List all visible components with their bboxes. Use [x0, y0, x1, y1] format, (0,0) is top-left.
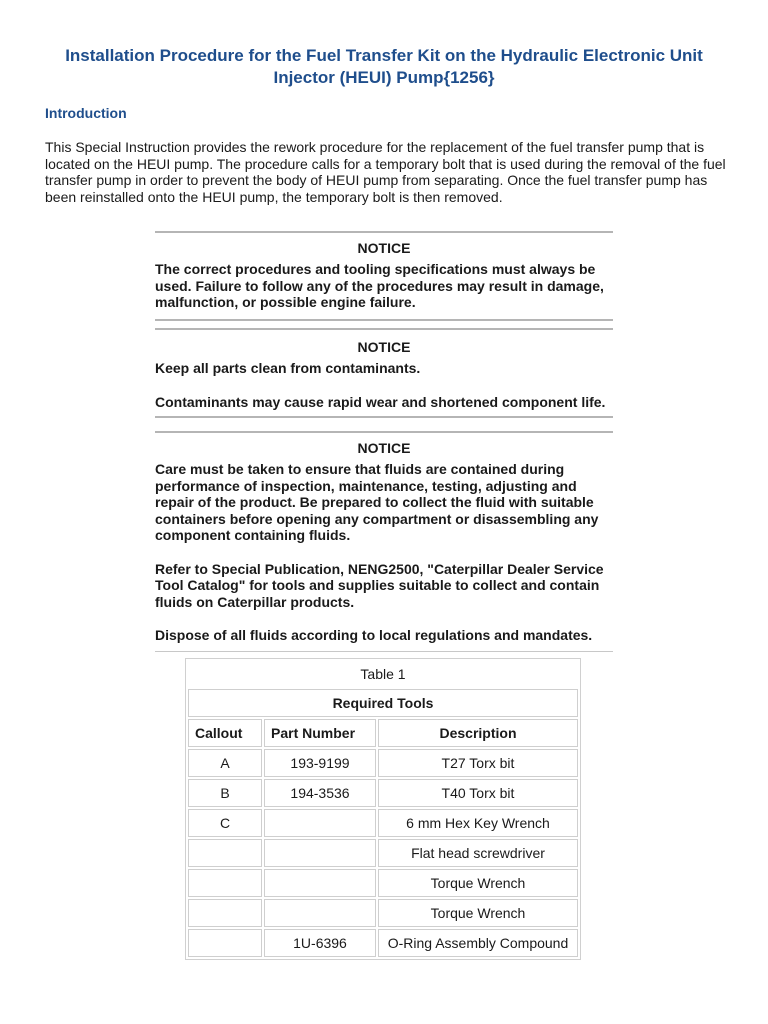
- table-row: [188, 929, 578, 957]
- callout-cell: C: [188, 809, 262, 837]
- part-number-cell: 1U-6396: [264, 929, 376, 957]
- description-cell: T40 Torx bit: [378, 779, 578, 807]
- description-cell: Torque Wrench: [378, 899, 578, 927]
- notice-box-2: [155, 328, 613, 418]
- notice-title: NOTICE: [357, 440, 411, 456]
- intro-paragraph: This Special Instruction provides the rework procedure for the replacement of the fuel transfer pump that is located on the HEUI pump. The procedure calls for a temporary bolt that is used during the removal of the fuel transfer pump in order to prevent the body of HEUI pump from separating. Once the fuel transfer pump has been reinstalled onto the HEUI pump, the temporary bolt is then removed.: [45, 139, 726, 205]
- callout-cell: [188, 869, 262, 897]
- table-caption-row: [188, 661, 578, 687]
- callout-cell: B: [188, 779, 262, 807]
- divider: [155, 231, 613, 233]
- callout-cell: [188, 839, 262, 867]
- description-cell: O-Ring Assembly Compound: [378, 929, 578, 957]
- notice-title: NOTICE: [357, 240, 411, 256]
- notice-text: Contaminants may cause rapid wear and shortened component life.: [155, 393, 606, 410]
- table-row: [188, 749, 578, 777]
- notice-text: Keep all parts clean from contaminants.: [155, 360, 421, 376]
- callout-cell: [188, 929, 262, 957]
- callout-cell: [188, 899, 262, 927]
- part-number-cell: [264, 869, 376, 897]
- divider: [155, 328, 613, 330]
- table-caption: Table 1: [360, 666, 406, 682]
- table-row: [188, 869, 578, 897]
- column-header-description: Description: [378, 719, 578, 747]
- document-title: Installation Procedure for the Fuel Transfer Kit on the Hydraulic Electronic Unit Injector (HEUI) Pump{1256}: [65, 46, 703, 87]
- table-row: [188, 779, 578, 807]
- table-row: [188, 839, 578, 867]
- notice-text: Dispose of all fluids according to local regulations and mandates.: [155, 627, 593, 643]
- callout-cell: A: [188, 749, 262, 777]
- description-cell: Torque Wrench: [378, 869, 578, 897]
- part-number-cell: [264, 899, 376, 927]
- part-number-cell: [264, 809, 376, 837]
- table-row: [188, 809, 578, 837]
- divider: [155, 651, 613, 652]
- section-heading-introduction: Introduction: [45, 105, 127, 121]
- required-tools-table: [185, 658, 581, 960]
- column-header-callout: Callout: [188, 719, 262, 747]
- table-group-row: [188, 689, 578, 717]
- part-number-cell: [264, 839, 376, 867]
- notice-title: NOTICE: [357, 339, 411, 355]
- notice-text: The correct procedures and tooling specifications must always be used. Failure to follow any of the procedures may result in damage, malfunction, or possible engine failure.: [155, 261, 604, 310]
- description-cell: Flat head screwdriver: [378, 839, 578, 867]
- table-header-row: [188, 719, 578, 747]
- table-row: [188, 899, 578, 927]
- description-cell: 6 mm Hex Key Wrench: [378, 809, 578, 837]
- notice-text: Refer to Special Publication, NENG2500, "Caterpillar Dealer Service Tool Catalog" for tools and supplies suitable to collect and contain fluids on Caterpillar products.: [155, 560, 604, 610]
- notice-box-1: [155, 231, 613, 321]
- column-header-part-number: Part Number: [264, 719, 376, 747]
- part-number-cell: 193-9199: [264, 749, 376, 777]
- notice-text: Care must be taken to ensure that fluids are contained during performance of inspection, maintenance, testing, adjusting and repair of the product. Be prepared to collect the fluid with suitable containers before opening any compartment or disassembling any component containing fluids.: [155, 461, 599, 543]
- divider: [155, 319, 613, 321]
- table-group-heading: Required Tools: [188, 689, 578, 717]
- part-number-cell: 194-3536: [264, 779, 376, 807]
- divider: [155, 431, 613, 433]
- notice-box-3: [155, 431, 613, 652]
- description-cell: T27 Torx bit: [378, 749, 578, 777]
- divider: [155, 416, 613, 418]
